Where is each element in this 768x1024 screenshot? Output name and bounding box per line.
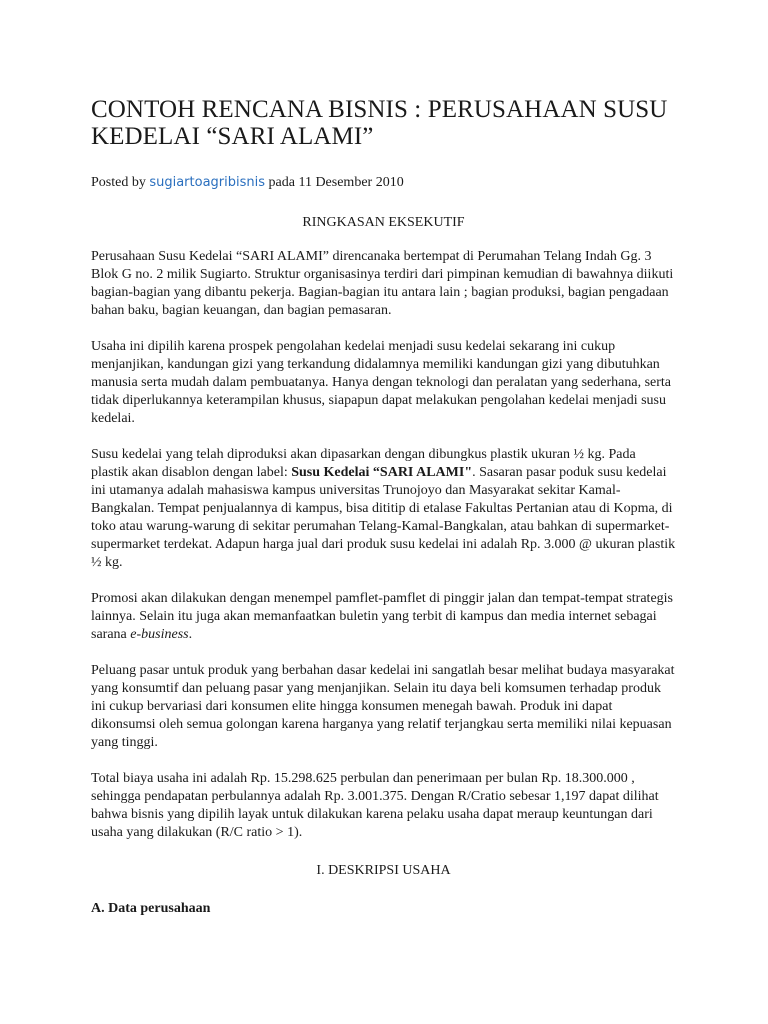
ebusiness-term: e-business	[130, 627, 189, 642]
paragraph-finance: Total biaya usaha ini adalah Rp. 15.298.625 perbulan dan penerimaan per bulan Rp. 18.300.000 , sehingga pendapatan perbulannya adalah Rp. 3.001.375. Dengan R/Cratio sebesar 1,197 dapat dilihat bahwa bisnis yang dipilih layak untuk dilakukan karena pelaku usaha dapat meraup keuntungan dari usaha yang dilakukan (R/C ratio > 1).	[91, 771, 659, 840]
posted-by-label: Posted by	[91, 175, 150, 190]
paragraph-promotion-text-1: Promosi akan dilakukan dengan menempel pamflet-pamflet di pinggir jalan dan tempat-tempat strategis lainnya. Selain itu juga akan memanfaatkan buletin yang terbit di kampus dan media internet sebagai sarana	[91, 591, 673, 642]
paragraph-marketing-text-2: . Sasaran pasar poduk susu kedelai ini utamanya adalah mahasiswa kampus universitas Trunojoyo dan Masyarakat sekitar Kamal-Bangkalan. Tempat penjualannya di kampus, bisa dititip di etalase Fakultas Pertanian atau di Kopma, di toko atau warung-warung di sekitar perumahan Telang-Kamal-Bangkalan, atau bahkan di supermarket- supermarket terdekat. Adapun harga jual dari produk susu kedelai ini adalah Rp. 3.000 @ ukuran plastik ½ kg.	[91, 465, 676, 570]
document-title: CONTOH RENCANA BISNIS : PERUSAHAAN SUSU KEDELAI “SARI ALAMI”	[91, 96, 668, 150]
summary-heading: RINGKASAN EKSEKUTIF	[302, 215, 465, 230]
paragraph-company: Perusahaan Susu Kedelai “SARI ALAMI” direncanaka bertempat di Perumahan Telang Indah Gg. 3 Blok G no. 2 milik Sugiarto. Struktur organisasinya terdiri dari pimpinan kemudian di bawahnya diikuti bagian-bagian yang dibantu pekerja. Bagian-bagian itu antara lain ; bagian produksi, bagian pengadaan bahan baku, bagian keuangan, dan bagian pemasaran.	[91, 249, 674, 318]
paragraph-opportunity: Peluang pasar untuk produk yang berbahan dasar kedelai ini sangatlah besar melihat budaya masyarakat yang konsumtif dan peluang pasar yang menjanjikan. Selain itu daya beli komsumen terhadap produk ini cukup bervariasi dari konsumen elite hingga konsumen menegah bawah. Produk ini dapat dikonsumsi oleh semua golongan karena harganya yang relatif terjangkau serta memiliki nilai kepuasan yang tinggi.	[91, 663, 675, 750]
subsection-a-heading: A. Data perusahaan	[91, 901, 211, 916]
paragraph-promotion-text-2: .	[188, 627, 193, 642]
paragraph-marketing-text-1: Susu kedelai yang telah diproduksi akan dipasarkan dengan dibungkus plastik ukuran ½ kg. Pada plastik akan disablon dengan label:	[91, 447, 636, 480]
posted-date: pada 11 Desember 2010	[265, 175, 404, 190]
section-1-heading: I. DESKRIPSI USAHA	[316, 863, 451, 878]
author-link[interactable]: sugiartoagribisnis	[149, 175, 266, 190]
paragraph-promotion	[91, 590, 676, 644]
post-meta	[91, 174, 676, 192]
paragraph-marketing	[91, 446, 676, 572]
paragraph-reason: Usaha ini dipilih karena prospek pengolahan kedelai menjadi susu kedelai sekarang ini cukup menjanjikan, kandungan gizi yang terkandung didalamnya memiliki kandungan gizi yang dibutuhkan manusia serta mudah dalam pembuatanya. Hanya dengan teknologi dan peralatan yang sederhana, serta tidak diperlukannya keterampilan khusus, siapapun dapat melakukan pengolahan kedelai menjadi susu kedelai.	[91, 339, 671, 426]
product-label: Susu Kedelai “SARI ALAMI"	[291, 465, 473, 480]
